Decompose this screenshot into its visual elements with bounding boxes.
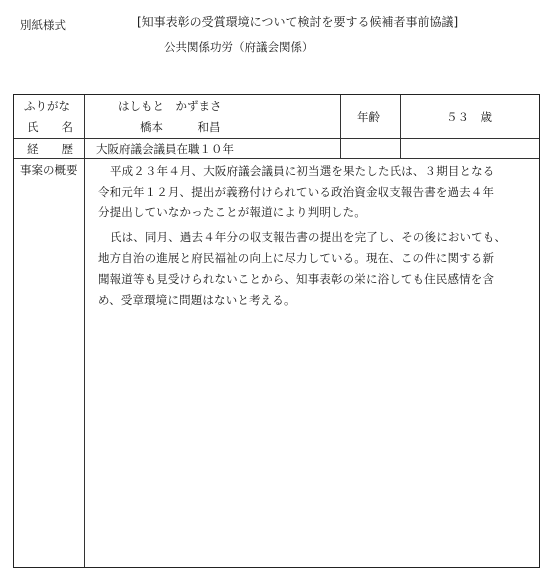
summary-line: 分提出していなかったことが報道により判明した。 [98, 205, 366, 219]
summary-label: 事案の概要 [20, 163, 78, 177]
table-line-name-bottom [14, 138, 539, 139]
form-label: 別紙様式 [20, 18, 66, 32]
table-line-career-bottom [14, 158, 539, 159]
summary-line: 平成２３年４月、大阪府議会議員に初当選を果たした氏は、３期目となる [110, 164, 495, 178]
candidate-table [13, 94, 540, 568]
summary-line: 聞報道等も見受けられないことから、知事表彰の栄に浴しても住民感情を含 [98, 272, 495, 286]
age-value: ５３ 歳 [446, 110, 492, 124]
name-value: 橋本 和昌 [140, 120, 221, 134]
furigana-label: ふりがな [24, 99, 70, 113]
career-value: 大阪府議会議員在職１０年 [96, 142, 234, 156]
furigana-value: はしもと かずまさ [118, 99, 222, 113]
table-line-age-left [340, 95, 341, 158]
summary-line: 令和元年１２月、提出が義務付けられている政治資金収支報告書を過去４年 [98, 185, 495, 199]
career-label: 経 歴 [27, 142, 73, 156]
table-line-label-column [84, 95, 85, 567]
name-label: 氏 名 [27, 120, 73, 134]
document-subtitle: 公共関係功労（府議会関係） [164, 40, 314, 54]
document-title: [知事表彰の受賞環境について検討を要する候補者事前協議] [137, 15, 459, 29]
summary-line: 氏は、同月、過去４年分の収支報告書の提出を完了し、その後においても、 [110, 230, 507, 244]
age-label: 年齢 [357, 110, 380, 124]
table-line-age-right [400, 95, 401, 158]
summary-line: め、受章環境に問題はないと考える。 [98, 293, 296, 307]
summary-line: 地方自治の進展と府民福祉の向上に尽力している。現在、この件に関する新 [98, 251, 495, 265]
